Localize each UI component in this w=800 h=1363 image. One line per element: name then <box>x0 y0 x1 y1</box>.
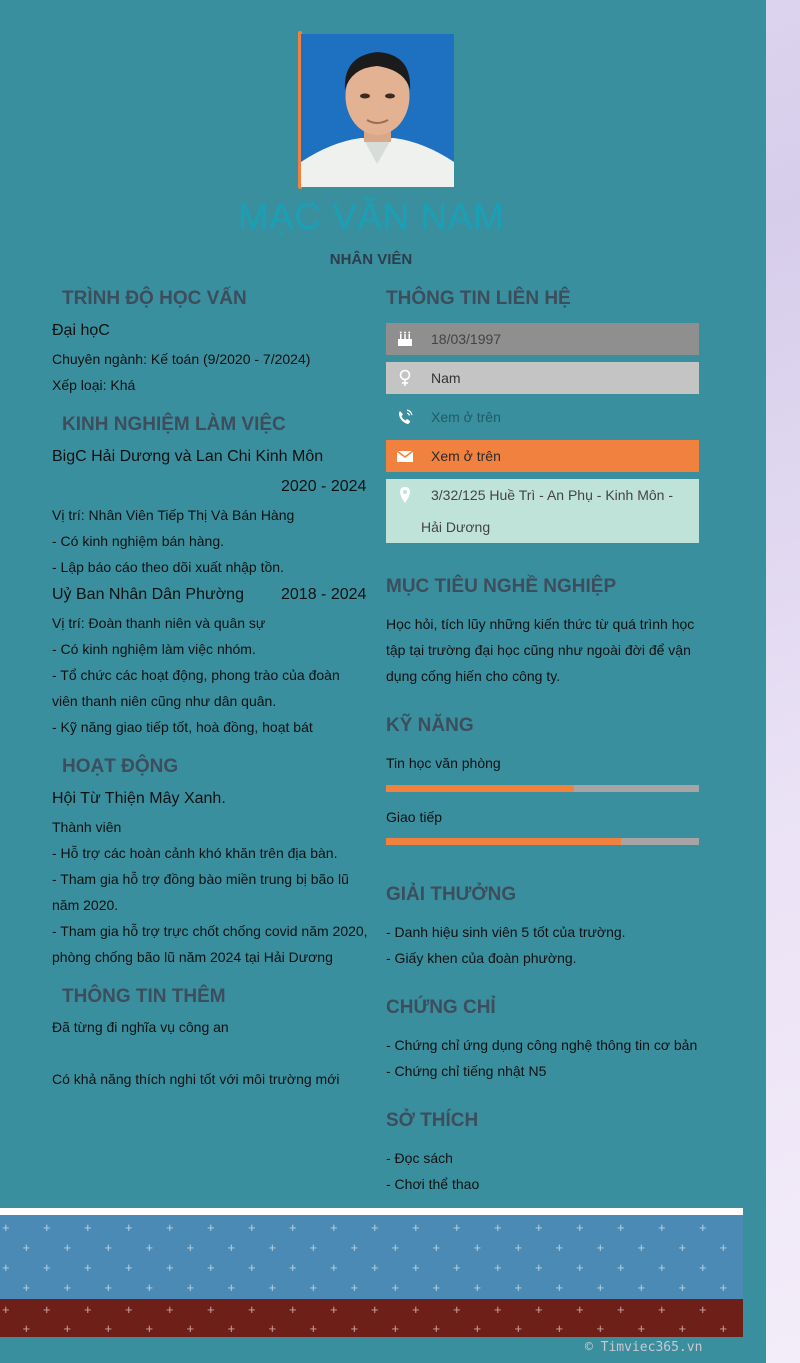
footer-pattern-band <box>0 1215 743 1299</box>
hobbies-heading: SỞ THÍCH <box>386 1110 479 1131</box>
pattern-plus: + <box>596 1280 605 1295</box>
pattern-plus: + <box>22 1280 31 1295</box>
contact-address-line: Hải Dương <box>421 519 491 535</box>
pattern-plus: + <box>2 1260 10 1275</box>
job-role: Vị trí: Nhân Viên Tiếp Thị Và Bán Hàng <box>52 507 295 523</box>
footer-dark-band <box>0 1299 743 1337</box>
pattern-plus: + <box>494 1302 502 1317</box>
activity-line: phòng chống bão lũ năm 2024 tại Hải Dương <box>52 949 333 965</box>
awards-heading: GIẢI THƯỞNG <box>386 884 517 905</box>
job-period: 2020 - 2024 <box>281 478 367 495</box>
pattern-plus: + <box>289 1220 297 1235</box>
pattern-plus: + <box>678 1321 687 1336</box>
pattern-plus: + <box>555 1321 564 1336</box>
job-detail-line: - Tổ chức các hoạt động, phong trào của đoàn <box>52 667 340 683</box>
pattern-plus: + <box>535 1220 543 1235</box>
contact-email-row <box>386 440 699 472</box>
map-marker-icon <box>396 486 414 504</box>
pattern-plus: + <box>658 1220 666 1235</box>
pattern-plus: + <box>453 1260 461 1275</box>
pattern-plus: + <box>637 1321 646 1336</box>
pattern-plus: + <box>535 1260 543 1275</box>
skill-bar-fill <box>386 785 574 792</box>
skill-label: Giao tiếp <box>386 809 443 825</box>
job-detail-line: - Có kinh nghiệm làm việc nhóm. <box>52 641 256 657</box>
certificates-heading: CHỨNG CHỈ <box>386 997 496 1018</box>
activity-role: Thành viên <box>52 819 122 835</box>
pattern-plus: + <box>596 1240 605 1255</box>
pattern-plus: + <box>309 1321 318 1336</box>
pattern-plus: + <box>432 1321 441 1336</box>
pattern-plus: + <box>125 1302 133 1317</box>
profile-photo <box>301 34 454 187</box>
pattern-plus: + <box>104 1280 113 1295</box>
pattern-plus: + <box>268 1321 277 1336</box>
pattern-plus: + <box>43 1302 51 1317</box>
birthday-cake-icon <box>396 330 414 348</box>
pattern-plus: + <box>84 1302 92 1317</box>
job-company: BigC Hải Dương và Lan Chi Kinh Môn <box>52 448 324 465</box>
contact-address-line: 3/32/125 Huề Trì - An Phụ - Kinh Môn - <box>431 487 674 503</box>
pattern-plus: + <box>719 1321 728 1336</box>
skill-bar <box>386 785 699 792</box>
pattern-plus: + <box>84 1220 92 1235</box>
pattern-plus: + <box>596 1321 605 1336</box>
pattern-plus: + <box>658 1260 666 1275</box>
pattern-plus: + <box>166 1220 174 1235</box>
pattern-plus: + <box>268 1280 277 1295</box>
education-school: Đại họC <box>52 322 110 339</box>
objective-line: tập tại trường đại học cũng như ngoài đời để vận <box>386 642 691 658</box>
pattern-plus: + <box>289 1302 297 1317</box>
activity-line: - Tham gia hỗ trợ đồng bào miền trung bị bão lũ <box>52 871 349 887</box>
pattern-plus: + <box>576 1220 584 1235</box>
pattern-plus: + <box>2 1220 10 1235</box>
pattern-plus: + <box>412 1302 420 1317</box>
award-line: - Giấy khen của đoàn phường. <box>386 950 577 966</box>
job-company: Uỷ Ban Nhân Dân Phường <box>52 586 244 603</box>
pattern-plus: + <box>412 1260 420 1275</box>
pattern-plus: + <box>309 1240 318 1255</box>
skill-label: Tin học văn phòng <box>386 755 501 771</box>
pattern-plus: + <box>576 1260 584 1275</box>
pattern-plus: + <box>699 1220 707 1235</box>
pattern-plus: + <box>371 1220 379 1235</box>
pattern-plus: + <box>453 1220 461 1235</box>
contact-phone-row <box>386 401 699 433</box>
experience-heading: KINH NGHIỆM LÀM VIỆC <box>62 414 286 435</box>
pattern-plus: + <box>617 1302 625 1317</box>
job-detail-line: - Lập báo cáo theo dõi xuất nhập tồn. <box>52 559 284 575</box>
pattern-plus: + <box>576 1302 584 1317</box>
candidate-name: MẠC VĂN NAM <box>237 196 505 237</box>
education-heading: TRÌNH ĐỘ HỌC VẤN <box>62 288 247 309</box>
pattern-plus: + <box>227 1240 236 1255</box>
contact-heading: THÔNG TIN LIÊN HỆ <box>386 288 571 309</box>
pattern-plus: + <box>719 1240 728 1255</box>
pattern-plus: + <box>125 1260 133 1275</box>
pattern-plus: + <box>268 1240 277 1255</box>
contact-gender-row <box>386 362 699 394</box>
pattern-plus: + <box>43 1260 51 1275</box>
pattern-plus: + <box>453 1302 461 1317</box>
pattern-plus: + <box>514 1240 523 1255</box>
pattern-plus: + <box>330 1220 338 1235</box>
watermark: © Timviec365.vn <box>585 1340 703 1355</box>
pattern-plus: + <box>248 1260 256 1275</box>
pattern-plus: + <box>104 1321 113 1336</box>
hobby-line: - Đọc sách <box>386 1150 453 1166</box>
job-period: 2018 - 2024 <box>281 586 367 603</box>
pattern-plus: + <box>186 1321 195 1336</box>
pattern-plus: + <box>43 1220 51 1235</box>
pattern-plus: + <box>227 1321 236 1336</box>
pattern-plus: + <box>391 1321 400 1336</box>
job-detail-line: - Kỹ năng giao tiếp tốt, hoà đồng, hoạt bát <box>52 719 313 735</box>
pattern-plus: + <box>617 1260 625 1275</box>
envelope-icon <box>396 447 414 465</box>
pattern-plus: + <box>330 1302 338 1317</box>
activities-heading: HOẠT ĐỘNG <box>62 756 179 777</box>
pattern-plus: + <box>145 1321 154 1336</box>
pattern-plus: + <box>371 1302 379 1317</box>
certificate-line: - Chứng chỉ tiếng nhật N5 <box>386 1063 547 1079</box>
award-line: - Danh hiệu sinh viên 5 tốt của trường. <box>386 924 626 940</box>
contact-phone: Xem ở trên <box>431 409 501 425</box>
pattern-plus: + <box>330 1260 338 1275</box>
contact-birthday-row <box>386 323 699 355</box>
pattern-plus: + <box>63 1240 72 1255</box>
pattern-plus: + <box>699 1260 707 1275</box>
activity-line: - Hỗ trợ các hoàn cảnh khó khăn trên địa bàn. <box>52 845 338 861</box>
pattern-plus: + <box>617 1220 625 1235</box>
activity-line: năm 2020. <box>52 897 119 913</box>
objective-line: dụng cống hiến cho công ty. <box>386 668 561 684</box>
pattern-plus: + <box>145 1280 154 1295</box>
pattern-plus: + <box>22 1240 31 1255</box>
contact-gender: Nam <box>431 370 461 386</box>
phone-icon <box>396 408 414 426</box>
objective-line: Học hỏi, tích lũy những kiến thức từ quá trình học <box>386 616 695 632</box>
pattern-plus: + <box>535 1302 543 1317</box>
activity-line: - Tham gia hỗ trợ trực chốt chống covid năm 2020, <box>52 923 368 939</box>
pattern-plus: + <box>22 1321 31 1336</box>
pattern-plus: + <box>289 1260 297 1275</box>
pattern-plus: + <box>186 1240 195 1255</box>
pattern-plus: + <box>637 1280 646 1295</box>
contact-address-row <box>386 479 699 543</box>
skill-bar <box>386 838 699 845</box>
extra-info-line: Đã từng đi nghĩa vụ công an <box>52 1019 229 1035</box>
pattern-plus: + <box>350 1240 359 1255</box>
pattern-plus: + <box>207 1220 215 1235</box>
pattern-plus: + <box>391 1280 400 1295</box>
pattern-plus: + <box>248 1302 256 1317</box>
pattern-plus: + <box>637 1240 646 1255</box>
extra-info-line: Có khả năng thích nghi tốt với môi trường mới <box>52 1071 340 1087</box>
pattern-plus: + <box>555 1280 564 1295</box>
pattern-plus: + <box>678 1240 687 1255</box>
skills-heading: KỸ NĂNG <box>386 715 474 736</box>
profile-photo-frame <box>298 31 454 189</box>
pattern-plus: + <box>678 1280 687 1295</box>
pattern-plus: + <box>2 1302 10 1317</box>
pattern-plus: + <box>350 1321 359 1336</box>
extra-info-heading: THÔNG TIN THÊM <box>62 986 226 1007</box>
pattern-plus: + <box>412 1220 420 1235</box>
gender-icon <box>396 369 414 387</box>
pattern-plus: + <box>248 1220 256 1235</box>
pattern-plus: + <box>125 1220 133 1235</box>
pattern-plus: + <box>555 1240 564 1255</box>
pattern-plus: + <box>227 1280 236 1295</box>
pattern-plus: + <box>391 1240 400 1255</box>
footer-stripe <box>0 1208 743 1215</box>
job-detail-line: - Có kinh nghiệm bán hàng. <box>52 533 224 549</box>
pattern-plus: + <box>207 1260 215 1275</box>
pattern-plus: + <box>63 1280 72 1295</box>
pattern-plus: + <box>473 1240 482 1255</box>
pattern-plus: + <box>473 1321 482 1336</box>
education-rank: Xếp loại: Khá <box>52 377 136 393</box>
activity-org: Hội Từ Thiện Mây Xanh. <box>52 790 226 807</box>
skill-bar-fill <box>386 838 621 845</box>
pattern-plus: + <box>494 1260 502 1275</box>
pattern-plus: + <box>350 1280 359 1295</box>
pattern-plus: + <box>309 1280 318 1295</box>
candidate-position: NHÂN VIÊN <box>329 251 413 268</box>
certificate-line: - Chứng chỉ ứng dụng công nghệ thông tin cơ bản <box>386 1037 698 1053</box>
pattern-plus: + <box>186 1280 195 1295</box>
pattern-plus: + <box>658 1302 666 1317</box>
pattern-plus: + <box>514 1321 523 1336</box>
pattern-plus: + <box>104 1240 113 1255</box>
pattern-plus: + <box>166 1260 174 1275</box>
pattern-plus: + <box>84 1260 92 1275</box>
pattern-plus: + <box>473 1280 482 1295</box>
pattern-plus: + <box>432 1240 441 1255</box>
pattern-plus: + <box>207 1302 215 1317</box>
pattern-plus: + <box>494 1220 502 1235</box>
pattern-plus: + <box>514 1280 523 1295</box>
job-role: Vị trí: Đoàn thanh niên và quân sự <box>52 615 266 631</box>
contact-email: Xem ở trên <box>431 448 501 464</box>
pattern-plus: + <box>63 1321 72 1336</box>
contact-birthday: 18/03/1997 <box>431 331 502 347</box>
pattern-plus: + <box>432 1280 441 1295</box>
pattern-plus: + <box>719 1280 728 1295</box>
pattern-plus: + <box>371 1260 379 1275</box>
pattern-plus: + <box>699 1302 707 1317</box>
pattern-plus: + <box>145 1240 154 1255</box>
hobby-line: - Chơi thể thao <box>386 1176 480 1192</box>
education-major: Chuyên ngành: Kế toán (9/2020 - 7/2024) <box>52 351 311 367</box>
job-detail-line: viên thanh niên cũng như dân quân. <box>52 693 277 709</box>
pattern-plus: + <box>166 1302 174 1317</box>
objective-heading: MỤC TIÊU NGHỀ NGHIỆP <box>386 576 617 597</box>
